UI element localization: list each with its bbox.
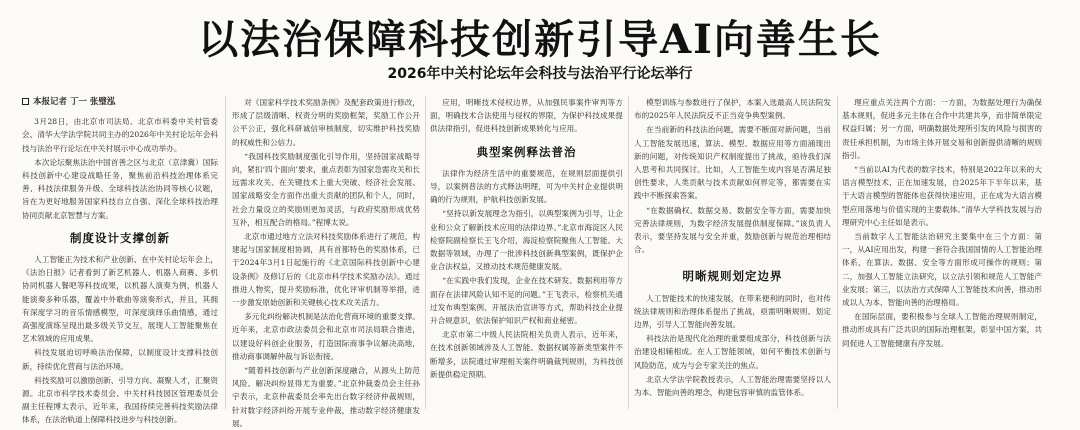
paragraph: 本次论坛聚焦法治中国首善之区与北京（京津冀）国际科技创新中心建设战略任务，聚焦前沿科技治理体系完善、科技法律服务升级、全球科技法治协同等核心议题，旨在为更好地服务国家科技自立自强、深化全球科技治理协同贡献北京智慧与方案。 xyxy=(22,157,218,220)
paragraph: 多元化纠纷解决机制是法治化营商环境的重要支撑。近年来，北京市政法委员会和北京市司法局联合推进，以建设好科创企业服务，打造国际商事争议解决高地，推动商事调解仲裁与诉讼衔接。 xyxy=(232,312,420,361)
section-heading: 典型案例释法普治 xyxy=(476,144,577,159)
column-divider xyxy=(225,96,226,409)
paragraph: 对《国家科学技术奖励条例》及配套政策进行修改，形成了层级清晰、权责分明的奖励框架，奖励工作公开公平公正，强化科研诚信审核制度，切实维护科技奖励的权威性和公信力。 xyxy=(232,98,420,147)
column-divider xyxy=(628,96,629,409)
paragraph: 法律作为经济生活中的重要规范，在规则层面提供引导，以案例普法的方式释法明理，可为中关村企业提供明确的行为规则，护航科技创新发展。 xyxy=(430,168,623,205)
paragraph: “我国科技奖励制度强化引导作用，坚持国家战略导向，紧扣‘四个面向’要求，重点表彰为国家急需攻关和长远需求攻关、在关键技术上重大突破、经济社会发展、国家战略安全方面作出重大贡献的团队和个人，同时，社会力量设立的奖励则更加灵活，与政府奖励形成优势互补，相互配合的格局。”程博太说。 xyxy=(232,151,420,227)
column-divider xyxy=(425,96,426,409)
paragraph: 在当前新的科技法治问题，需要不断面对新问题，当前人工智能发展迅速，算法、模型、数据应用等方面涌现出新的问题，对传统知识产权制度提出了挑战，亟待我们深入思考和共同探讨。比如，人工智能生成内容是否满足独创性要求，人类贡献与技术贡献如何界定等，都需要在实践中不断探索答案。 xyxy=(634,125,831,201)
article-column-4 xyxy=(634,96,831,409)
article-column-5 xyxy=(842,96,1042,409)
paragraph: 人工智能正为技术和产业创新、在中关村论坛年会上，《法治日报》记者看到了新艺机器人、机器人商赛、多机协同机器人餐吧等科技成果，以机器人演奏为例，机器人能演奏多种乐器，覆盖中外歌曲等演奏形式，并且，其拥有深度学习的音乐情感模型，可深度演绎乐曲情感，通过高强度演练呈现出最多级关节交互，展现人工智能聚焦在艺术领域的应用成果。 xyxy=(22,255,218,344)
paragraph: “当前以AI为代表的数字技术，特别是2022年以来的大语言模型技术，正在加速发展，自2025年下半年以来，基于大语言模型的智能体也获得快速应用，正在成为大语言模型应用落地与价值实现的主要载体。”清华大学科技发展与治理研究中心主任如是表示。 xyxy=(842,165,1042,227)
paragraph: 科技发展迫切呼唤法治保障，以制度设计支撑科技创新，持续优化营商与法治环境。 xyxy=(22,348,218,371)
square-bullet-icon xyxy=(22,98,29,105)
byline: 本报记者 丁一 张璧泓 xyxy=(22,96,218,109)
section-heading: 制度设计支撑创新 xyxy=(70,230,170,245)
article-column-3 xyxy=(430,96,623,409)
paragraph: 科技法治是现代化治理的重要组成部分，科技创新与法治建设相辅相成。在人工智能领域，如何平衡技术创新与风险防范，成为与会专家关注的焦点。 xyxy=(634,334,831,370)
paragraph: 在国际层面，要积极参与全球人工智能治理规则制定，推动形成具有广泛共识的国际治理框架，彰显中国方案，共同促进人工智能健康有序发展。 xyxy=(842,312,1042,348)
paragraph: 科技奖励可以激励创新、引导方向、凝聚人才，汇聚资源。北京市科学技术委员会、中关村科技园区管理委员会副主任程博太表示，近年来，我国持续完善科技奖励法律体系，在法治轨道上保障科技进步与科技创新。 xyxy=(22,375,218,425)
paragraph: “在数据确权、数据交易、数据安全等方面，需要加快完善法律规则，为数字经济发展提供制度保障。”该负责人表示，要坚持发展与安全并重，鼓励创新与规范治理相结合。 xyxy=(634,205,831,255)
section-heading: 明晰规则划定边界 xyxy=(682,269,783,284)
paragraph: 应用，明晰技术侵权边界，从加强民事案件审判等方面，明确技术合法使用与侵权的界限，为保护科技成果提供法律指引，促进科技创新成果转化与应用。 xyxy=(430,98,623,134)
paragraph: “随着科技创新与产业创新深度融合，从源头上防范风险、解决纠纷显得尤为重要。”北京仲裁委员会主任孙宇表示，北京仲裁委员会率先出台数字经济仲裁规则，针对数字经济纠纷开展专业仲裁，推动数字经济健康发展。 xyxy=(232,366,420,428)
article-column-2 xyxy=(232,96,420,428)
subheadline: 2026年中关村论坛年会科技与法治平行论坛举行 xyxy=(387,66,693,82)
headline: 以法治保障科技创新引导AI向善生长 xyxy=(198,16,882,63)
paragraph: 人工智能技术的快速发展，在带来便利的同时，也对传统法律规则和治理体系提出了挑战，亟需明晰规则、划定边界，引导人工智能向善发展。 xyxy=(634,293,831,330)
column-divider xyxy=(837,96,838,409)
paragraph: 北京市第二中级人民法院相关负责人表示，近年来，在技术创新领域涉及人工智能、数据权属等新类型案件不断增多，法院通过审理相关案件明确裁判规则，为科技创新提供稳定预期。 xyxy=(430,330,623,379)
article-column-1 xyxy=(22,96,218,425)
paragraph: 理应重点关注两个方面：一方面，为数据处理行为确保基本规则，促进多元主体在合作中共建共享，而非简单限定权益归属；另一方面，明确数据处理所引发的风险与损害的责任承担机制，为市场主体开展交易和创新提供清晰的规则指引。 xyxy=(842,98,1042,160)
paragraph: 北京大学法学院教授表示，人工智能治理需要坚持以人为本、智能向善的理念，构建包容审慎的监管体系。 xyxy=(634,374,831,398)
paragraph: 北京市通过地方立法对科技奖励体系进行了规范，构建起与国家制度相协调，具有首都特色的奖励体系，已于2024年3月1日起施行的《北京国际科技创新中心建设条例》及修订后的《北京市科学技术奖励办法》。通过推进人物奖，提升奖励标准，优化评审机制等举措，进一步激发原始创新和关键核心技术攻关活力。 xyxy=(232,232,420,308)
paragraph: 模型训练与参数进行了保护，本案入选最高人民法院发布的2025年人民法院反不正当竞争典型案例。 xyxy=(634,98,831,121)
paragraph: “坚持以新发展理念为指引，以典型案例为引导，让企业和公众了解新技术应用的法律边界。”北京市海淀区人民检察院副检察长王飞介绍，海淀检察院聚焦人工智能、大数据等领域，办理了一批涉科技创新典型案例，既保护企业合法权益，又推动技术规范健康发展。 xyxy=(430,209,623,272)
paragraph: “在实践中我们发现，企业在技术研发、数据利用等方面存在法律风险认知不足的问题。”王飞表示，检察机关通过发布典型案例、开展法治宣讲等方式，帮助科技企业提升合规意识，依法保护知识产权和商业秘密。 xyxy=(430,276,623,326)
paragraph: 3月28日，由北京市司法局、北京市科委中关村管委会、清华大学法学院共同主办的2026年中关村论坛年会科技与法治平行论坛在中关村展示中心成功举办。 xyxy=(22,117,218,153)
paragraph: 当前数字人工智能法治研究主要集中在三个方面：第一，从AI应用出发，构建一套符合我国国情的人工智能治理体系，在算法、数据、安全等方面形成可操作的规则；第二，加强人工智能立法研究，以立法引领和规范人工智能产业发展；第三，以法治方式保障人工智能技术向善，推动形成以人为本、智能向善的治理格局。 xyxy=(842,232,1042,308)
